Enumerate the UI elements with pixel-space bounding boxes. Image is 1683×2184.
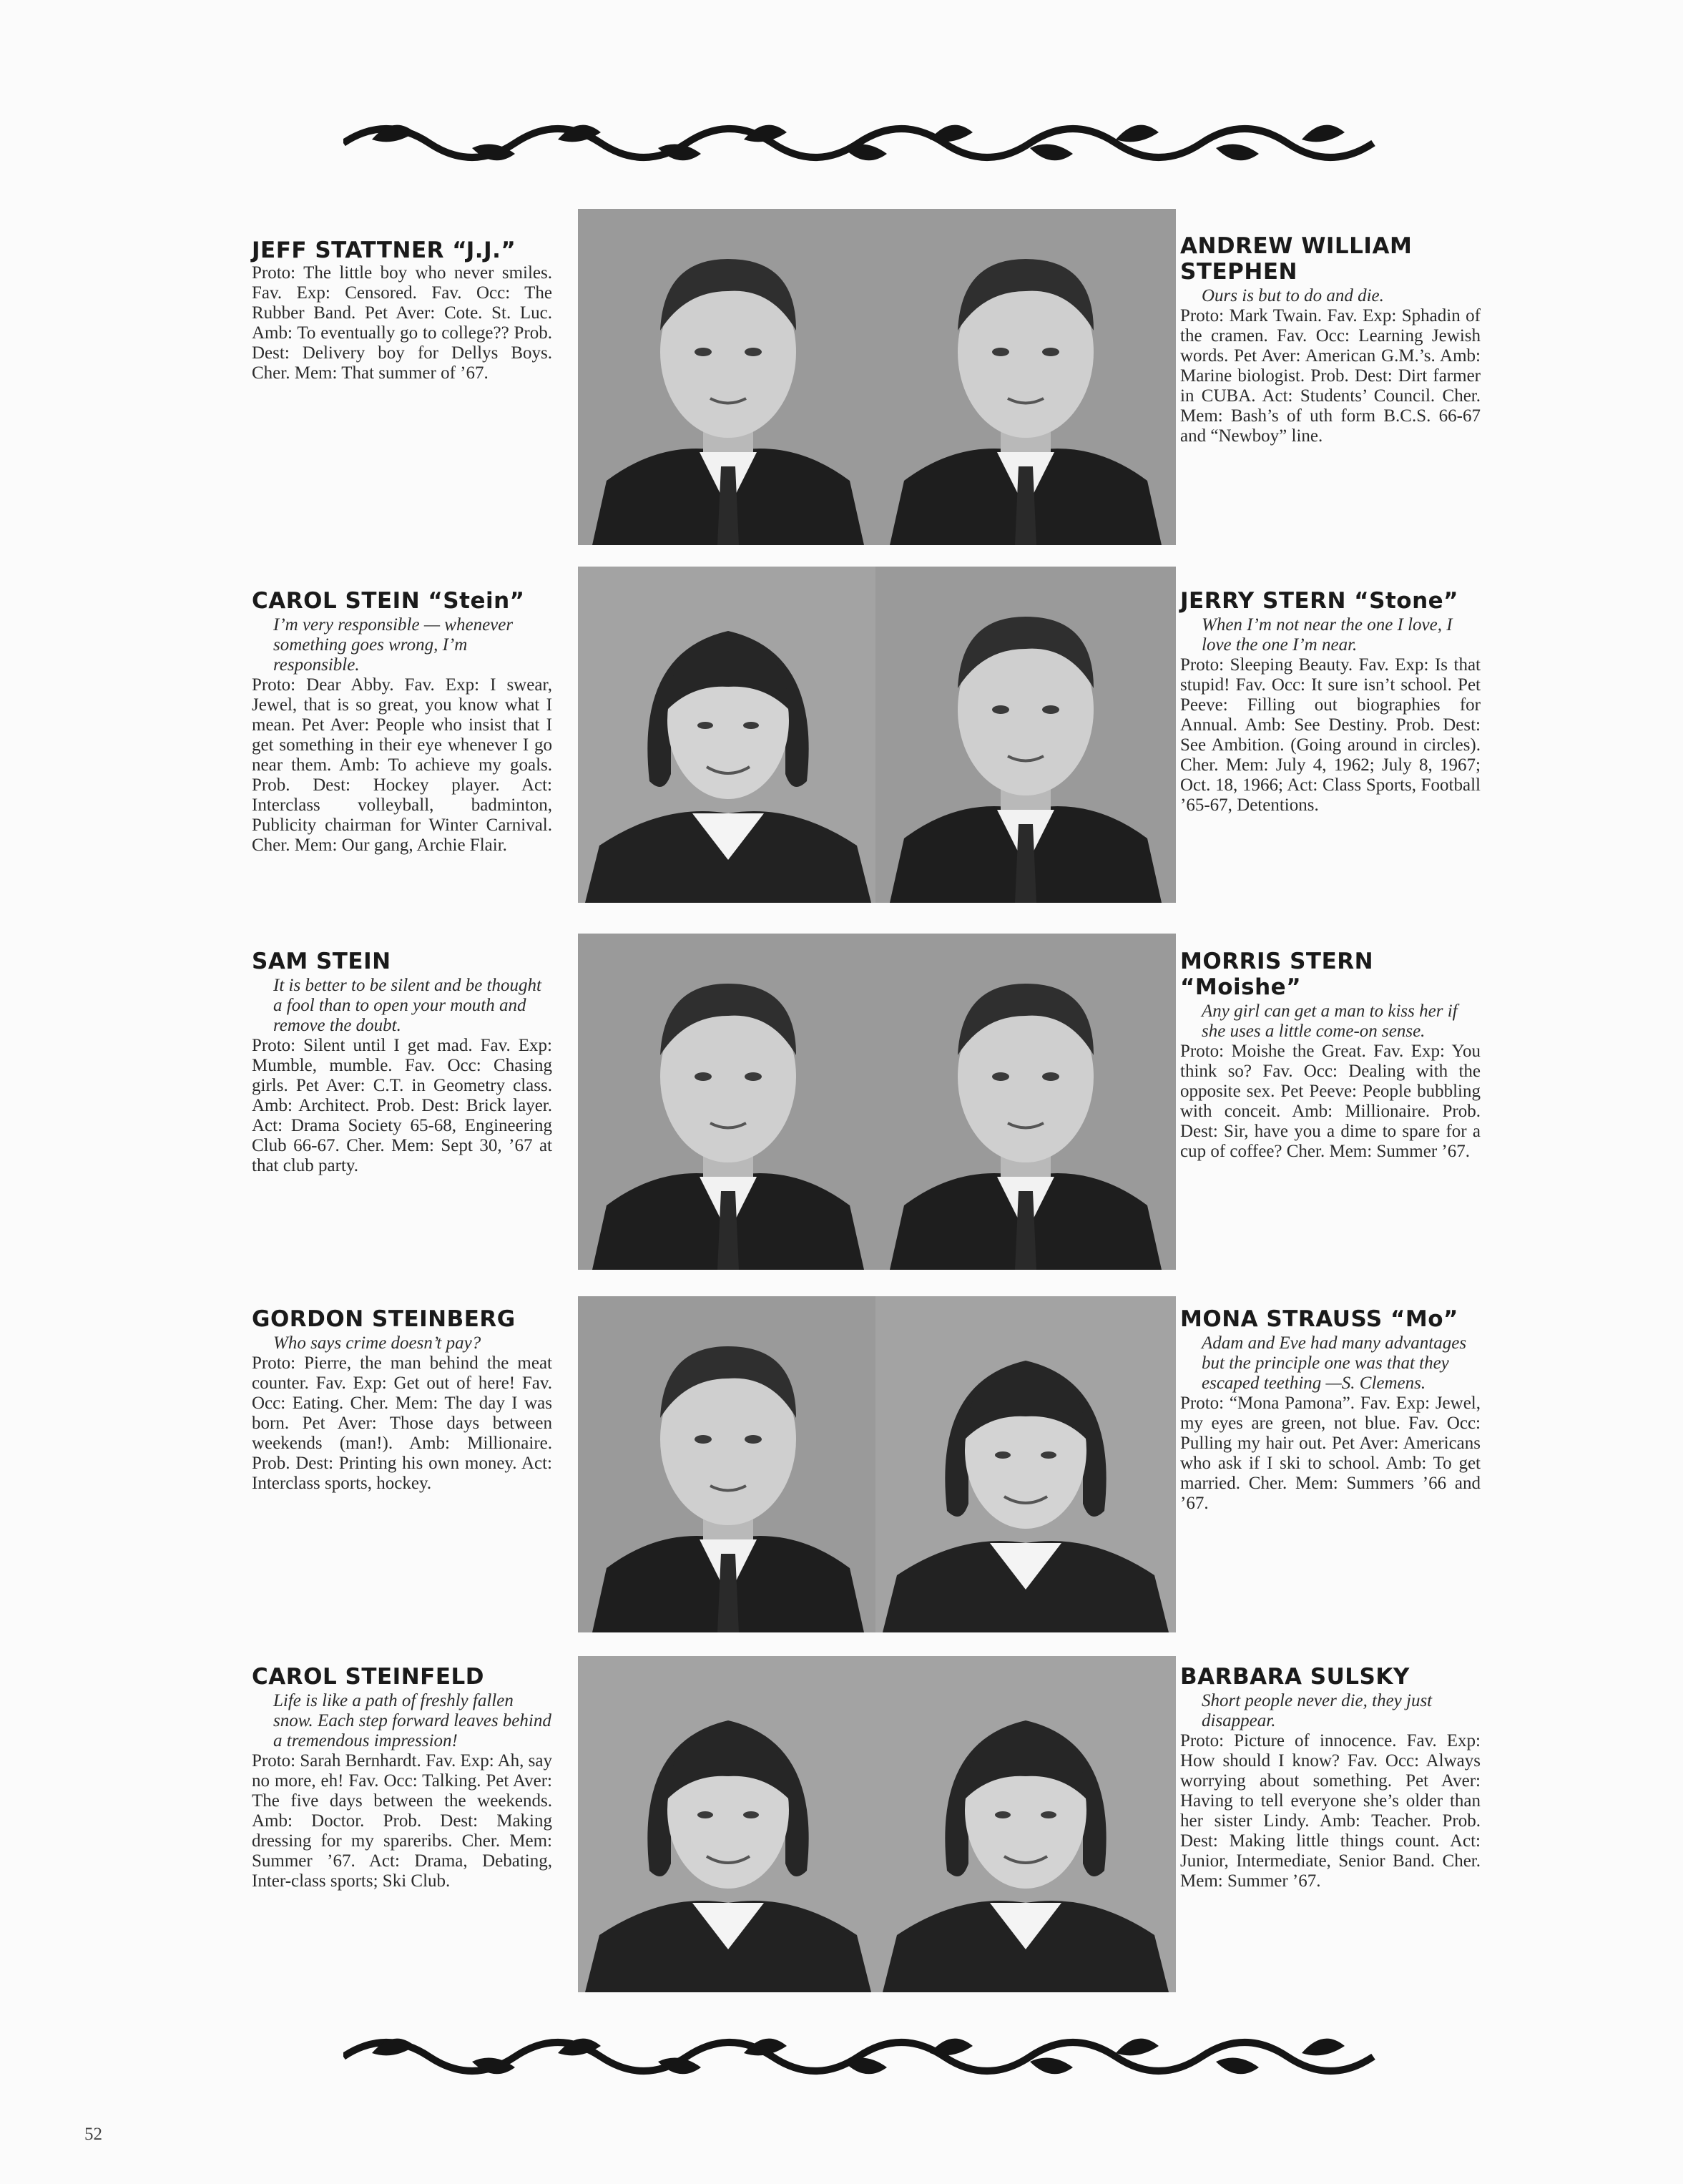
entry-gordon-steinberg <box>252 1306 552 1494</box>
photo-andrew-william-stephen <box>875 209 1176 545</box>
entry-andrew-william-stephen <box>1180 233 1481 446</box>
photo-mona-strauss <box>875 1296 1176 1632</box>
photo-jerry-stern <box>875 567 1176 903</box>
top-vine-ornament <box>343 111 1388 175</box>
student-name: MONA STRAUSS “Mo” <box>1180 1306 1458 1332</box>
photo-carol-stein <box>578 567 878 903</box>
photo-sam-stein <box>578 934 878 1270</box>
student-name: MORRIS STERN “Moishe” <box>1180 949 1374 1000</box>
student-bio: Proto: Silent until I get mad. Fav. Exp: Mumble, mumble. Fav. Occ: Chasing girls. Pet Aver: C.T. in Geometry class. Amb: Architect. Prob. Dest: Brick layer. Act: Drama Society 65-68, Engineering Club 66-67. Cher. Mem: Sept 30, ’67 at that club party. <box>252 1036 552 1175</box>
student-name: SAM STEIN <box>252 949 391 974</box>
entry-morris-stern <box>1180 949 1481 1162</box>
student-name: CAROL STEIN “Stein” <box>252 588 525 614</box>
entry-carol-stein <box>252 588 552 856</box>
student-name: JERRY STERN “Stone” <box>1180 588 1459 614</box>
student-bio: Proto: Picture of innocence. Fav. Exp: How should I know? Fav. Occ: Always worrying about something. Pet Aver: Having to tell everyone she’s older than her sister Lindy. Amb: Teacher. Prob. Dest: Making little things count. Act: Junior, Intermediate, Senior Band. Cher. Mem: Summer ’67. <box>1180 1731 1481 1891</box>
student-bio: Proto: Pierre, the man behind the meat counter. Fav. Exp: Get out of here! Fav. Occ: Eating. Cher. Mem: The day I was born. Pet Aver: Those days between weekends (man!). Amb: Millionaire. Prob. Dest: Printing his own money. Act: Interclass sports, hockey. <box>252 1353 552 1493</box>
entry-mona-strauss <box>1180 1306 1481 1514</box>
photo-barbara-sulsky <box>875 1656 1176 1992</box>
student-name: BARBARA SULSKY <box>1180 1664 1410 1690</box>
student-quote: When I’m not near the one I love, I love the one I’m near. <box>1202 615 1453 655</box>
student-bio: Proto: Mark Twain. Fav. Exp: Sphadin of the cramen. Fav. Occ: Learning Jewish words. Pet Aver: American G.M.’s. Amb: Marine biologist. Prob. Dest: Dirt farmer in CUBA. Act: Students’ Council. Cher. Mem: Bash’s of uth form B.C.S. 66-67 and “Newboy” line. <box>1180 306 1481 446</box>
student-bio: Proto: Sleeping Beauty. Fav. Exp: Is that stupid! Fav. Occ: It sure isn’t school. Pet Peeve: Filling out biographies for Annual. Amb: See Destiny. Prob. Dest: See Ambition. (Going around in circles). Cher. Mem: July 4, 1962; July 8, 1967; Oct. 18, 1966; Act: Class Sports, Football ’65-67, Detentions. <box>1180 655 1481 815</box>
student-quote: Life is like a path of freshly fallen snow. Each step forward leaves behind a tremendous impression! <box>273 1691 551 1750</box>
student-quote: Adam and Eve had many advantages but the principle one was that they escaped teething —S. Clemens. <box>1202 1333 1467 1393</box>
student-bio: Proto: The little boy who never smiles. Fav. Exp: Censored. Fav. Occ: The Rubber Band. Pet Aver: Cote. St. Luc. Amb: To eventually go to college?? Prob. Dest: Delivery boy for Dellys Boys. Cher. Mem: That summer of ’67. <box>252 263 552 383</box>
student-quote: Ours is but to do and die. <box>1202 286 1384 305</box>
entry-carol-steinfeld <box>252 1664 552 1891</box>
page-number: 52 <box>84 2125 102 2144</box>
student-name: JEFF STATTNER “J.J.” <box>252 238 516 263</box>
student-name: CAROL STEINFELD <box>252 1664 484 1690</box>
photo-carol-steinfeld <box>578 1656 878 1992</box>
bottom-vine-ornament <box>343 2024 1388 2089</box>
student-bio: Proto: “Mona Pamona”. Fav. Exp: Jewel, my eyes are green, not blue. Fav. Occ: Pulling my hair out. Pet Aver: Americans who ask if I ski to school. Amb: To get married. Cher. Mem: Summers ’66 and ’67. <box>1180 1394 1481 1513</box>
photo-jeff-stattner <box>578 209 878 545</box>
student-quote: Short people never die, they just disappear. <box>1202 1691 1433 1730</box>
student-quote: It is better to be silent and be thought a fool than to open your mouth and remove the doubt. <box>273 976 541 1035</box>
entry-jeff-stattner <box>252 238 552 383</box>
student-bio: Proto: Sarah Bernhardt. Fav. Exp: Ah, say no more, eh! Fav. Occ: Talking. Pet Aver: The five days between the weekends. Amb: Doctor. Prob. Dest: Making dressing for my spareribs. Cher. Mem: Summer ’67. Act: Drama, Debating, Inter-class sports; Ski Club. <box>252 1751 552 1891</box>
photo-gordon-steinberg <box>578 1296 878 1632</box>
student-quote: Any girl can get a man to kiss her if she uses a little come-on sense. <box>1202 1002 1458 1041</box>
photo-morris-stern <box>875 934 1176 1270</box>
student-name: GORDON STEINBERG <box>252 1306 516 1332</box>
entry-jerry-stern <box>1180 588 1481 816</box>
entry-sam-stein <box>252 949 552 1176</box>
student-name: ANDREW WILLIAM STEPHEN <box>1180 233 1413 285</box>
student-quote: I’m very responsible — whenever something goes wrong, I’m responsible. <box>273 615 514 675</box>
student-bio: Proto: Moishe the Great. Fav. Exp: You think so? Fav. Occ: Dealing with the opposite sex. Pet Peeve: People bubbling with conceit. Amb: Millionaire. Prob. Dest: Sir, have you a dime to spare for a cup of coffee? Cher. Mem: Summer ’67. <box>1180 1042 1481 1161</box>
student-bio: Proto: Dear Abby. Fav. Exp: I swear, Jewel, that is so great, you know what I mean. Pet Aver: People who insist that I get something in their eye whenever I go near them. Amb: To achieve my goals. Prob. Dest: Hockey player. Act: Interclass volleyball, badminton, Publicity chairman for Winter Carnival. Cher. Mem: Our gang, Archie Flair. <box>252 675 552 855</box>
entry-barbara-sulsky <box>1180 1664 1481 1891</box>
student-quote: Who says crime doesn’t pay? <box>273 1333 481 1353</box>
